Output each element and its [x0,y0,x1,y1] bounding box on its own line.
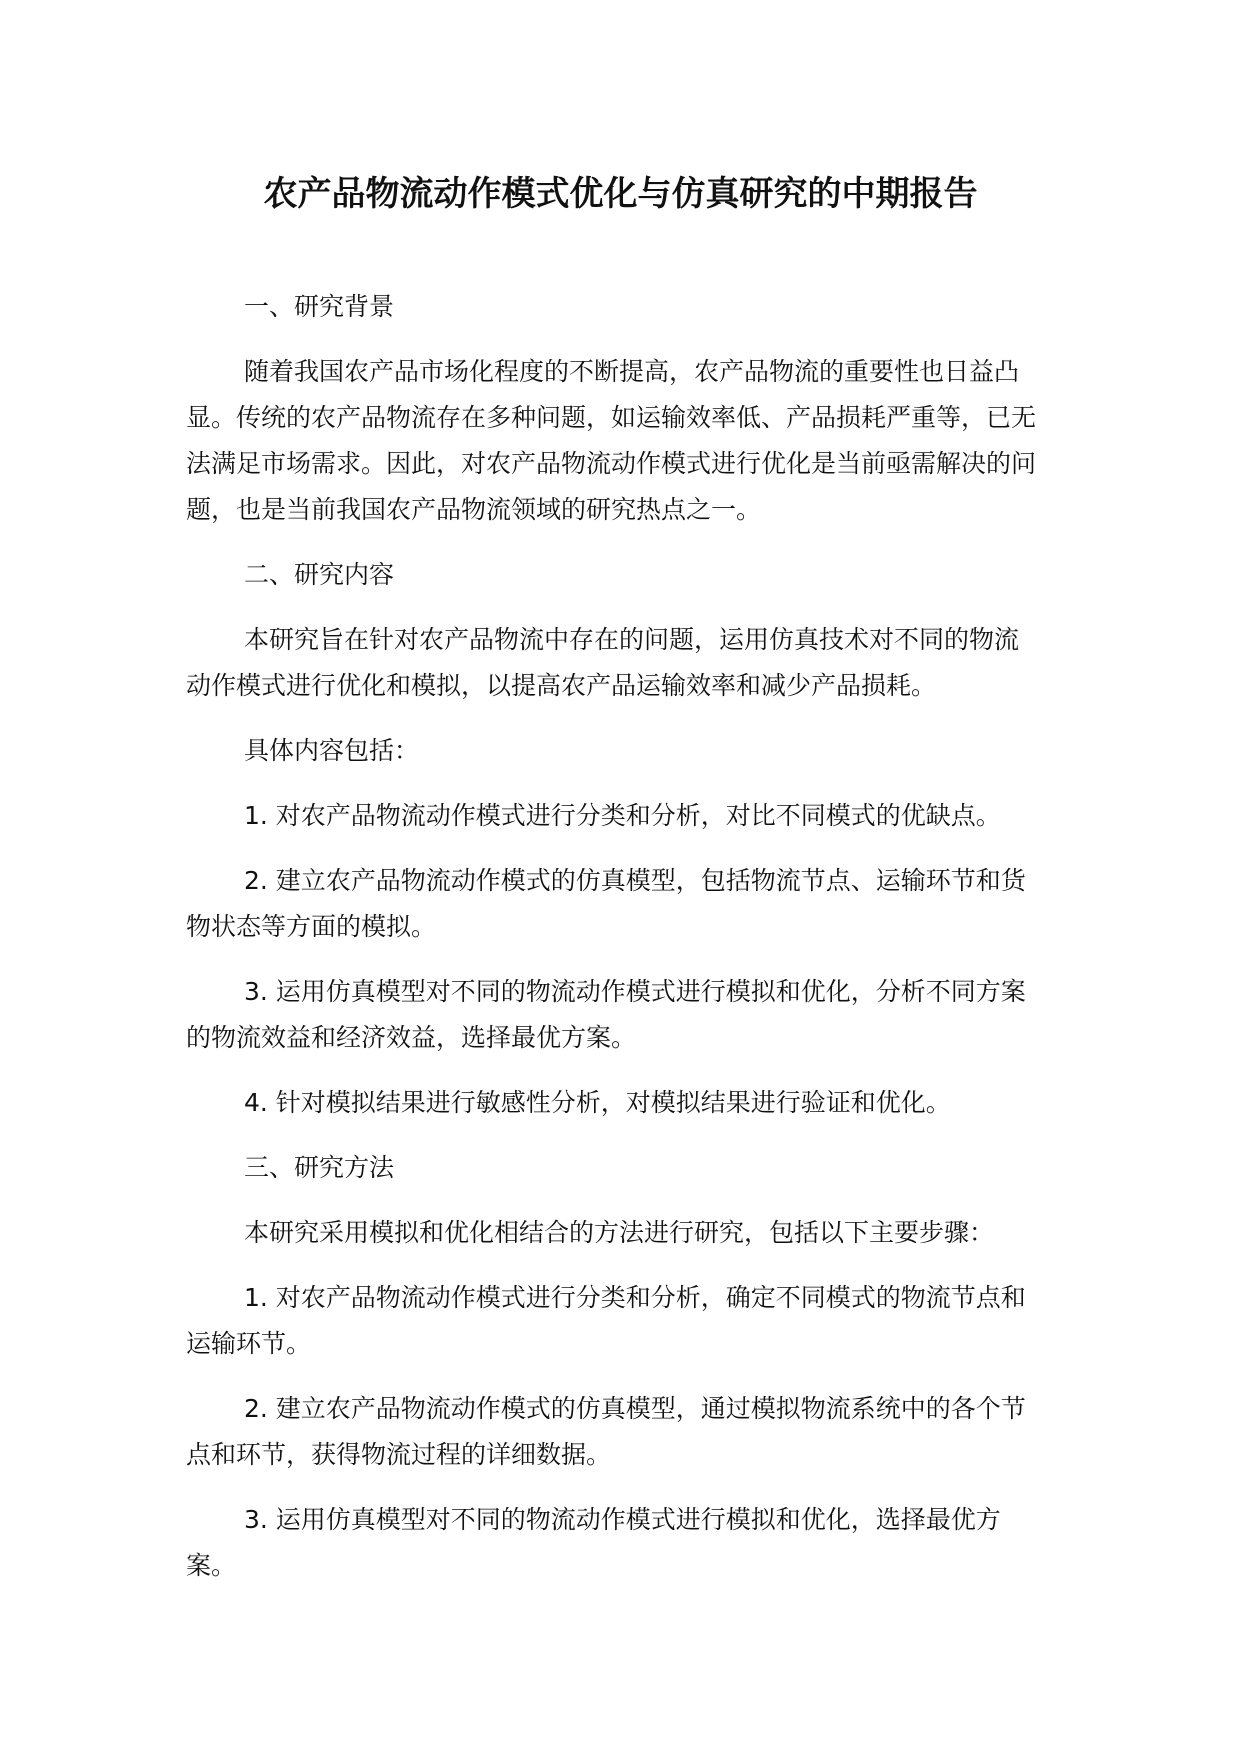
section-heading-background: 一、研究背景 [244,292,395,321]
method-list-item-1: 1. 对农产品物流动作模式进行分类和分析，确定不同模式的物流节点和运输环节。 [186,1283,1026,1358]
background-paragraph: 随着我国农产品市场化程度的不断提高，农产品物流的重要性也日益凸显。传统的农产品物流存在多种问题，如运输效率低、产品损耗严重等，已无法满足市场需求。因此，对农产品物流动作模式进行优化是当前亟需解决的问题，也是当前我国农产品物流领域的研究热点之一。 [186,357,1037,524]
method-list-item-2: 2. 建立农产品物流动作模式的仿真模型，通过模拟物流系统中的各个节点和环节，获得物流过程的详细数据。 [186,1394,1026,1469]
content-list-intro: 具体内容包括： [244,736,420,765]
content-list-item-3: 3. 运用仿真模型对不同的物流动作模式进行模拟和优化，分析不同方案的物流效益和经济效益，选择最优方案。 [186,977,1026,1052]
content-list-item-2: 2. 建立农产品物流动作模式的仿真模型，包括物流节点、运输环节和货物状态等方面的模拟。 [186,866,1026,941]
content-intro-paragraph: 本研究旨在针对农产品物流中存在的问题，运用仿真技术对不同的物流动作模式进行优化和模拟，以提高农产品运输效率和减少产品损耗。 [186,625,1020,700]
section-heading-method: 三、研究方法 [244,1153,395,1182]
method-list-item-3: 3. 运用仿真模型对不同的物流动作模式进行模拟和优化，选择最优方案。 [186,1505,1001,1580]
document-title: 农产品物流动作模式优化与仿真研究的中期报告 [263,174,978,214]
content-list-item-4: 4. 针对模拟结果进行敏感性分析，对模拟结果进行验证和优化。 [244,1088,951,1117]
method-intro-paragraph: 本研究采用模拟和优化相结合的方法进行研究，包括以下主要步骤： [244,1218,995,1247]
content-list-item-1: 1. 对农产品物流动作模式进行分类和分析，对比不同模式的优缺点。 [244,801,1001,830]
section-heading-content: 二、研究内容 [244,560,395,589]
